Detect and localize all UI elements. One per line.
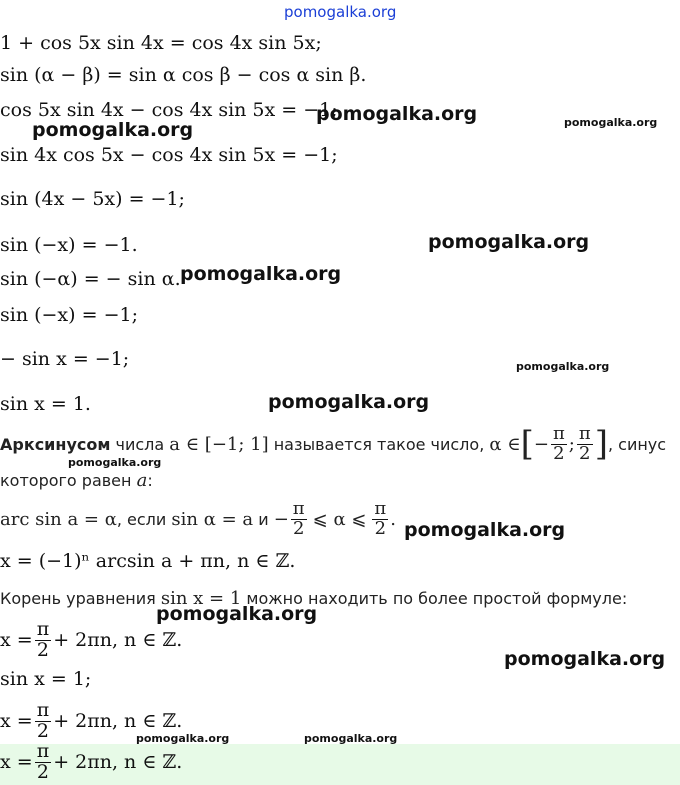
- watermark: pomogalka.org: [32, 119, 194, 141]
- fraction-pi-half: $\frac{\pi}{2}$: [36, 699, 50, 742]
- fraction-pi-half: $\frac{\pi}{2}$: [552, 422, 565, 464]
- answer-formula: x = $\frac{\pi}{2}$ + 2πn, n ∈ ℤ.: [0, 740, 183, 783]
- watermark: pomogalka.org: [268, 391, 430, 413]
- equation-line-8: sin (−x) = −1;: [0, 304, 138, 326]
- watermark: pomogalka.org: [156, 603, 318, 625]
- root-sentence: Корень уравнения sin x = 1 можно находить по более простой формуле:: [0, 588, 628, 609]
- equation-line-4: sin 4x cos 5x − cos 4x sin 5x = −1;: [0, 144, 338, 166]
- fraction-pi-half: $\frac{\pi}{2}$: [374, 498, 387, 539]
- domain-expression: a ∈ [−1; 1]: [169, 433, 269, 455]
- watermark: pomogalka.org: [304, 732, 398, 745]
- fraction-pi-half: $\frac{\pi}{2}$: [578, 422, 591, 464]
- arcsin-definition: Арксинусом числа a ∈ [−1; 1] называется такое число, α ∈ [ − $\frac{\pi}{2}$ ; $\frac{\pi}{2}$ ] , синус: [0, 422, 667, 464]
- arcsin-condition: arc sin a = α , если sin α = a и − $\frac{\pi}{2}$ ⩽ α ⩽ $\frac{\pi}{2}$ .: [0, 498, 396, 539]
- equation-line-9: − sin x = −1;: [0, 348, 130, 370]
- site-link[interactable]: pomogalka.org: [284, 3, 397, 21]
- equation-line-1: 1 + cos 5x sin 4x = cos 4x sin 5x;: [0, 32, 322, 54]
- watermark: pomogalka.org: [516, 360, 610, 373]
- watermark: pomogalka.org: [180, 263, 342, 285]
- equation-line-5: sin (4x − 5x) = −1;: [0, 188, 185, 210]
- equation-sin-x-1: sin x = 1;: [0, 668, 92, 690]
- fraction-pi-half: $\frac{\pi}{2}$: [36, 618, 50, 661]
- equation-line-6: sin (−x) = −1.: [0, 234, 138, 256]
- fraction-pi-half: $\frac{\pi}{2}$: [292, 498, 305, 539]
- solution-formula: x = $\frac{\pi}{2}$ + 2πn, n ∈ ℤ.: [0, 699, 183, 742]
- watermark: pomogalka.org: [316, 103, 478, 125]
- equation-line-7: sin (−α) = − sin α.: [0, 268, 181, 290]
- fraction-pi-half: $\frac{\pi}{2}$: [36, 740, 50, 783]
- watermark: pomogalka.org: [136, 732, 230, 745]
- equation-line-2: sin (α − β) = sin α cos β − cos α sin β.: [0, 64, 367, 86]
- simple-formula: x = $\frac{\pi}{2}$ + 2πn, n ∈ ℤ.: [0, 618, 183, 661]
- definition-continuation: которого равен a:: [0, 470, 153, 491]
- watermark: pomogalka.org: [428, 231, 590, 253]
- definition-term: Арксинусом: [0, 434, 111, 454]
- general-solution: x = (−1)ⁿ arcsin a + πn, n ∈ ℤ.: [0, 550, 296, 572]
- equation-line-10: sin x = 1.: [0, 393, 91, 415]
- watermark: pomogalka.org: [68, 456, 162, 469]
- equation-line-3: cos 5x sin 4x − cos 4x sin 5x = −1;: [0, 99, 338, 121]
- watermark: pomogalka.org: [404, 519, 566, 541]
- watermark: pomogalka.org: [504, 648, 666, 670]
- watermark: pomogalka.org: [564, 116, 658, 129]
